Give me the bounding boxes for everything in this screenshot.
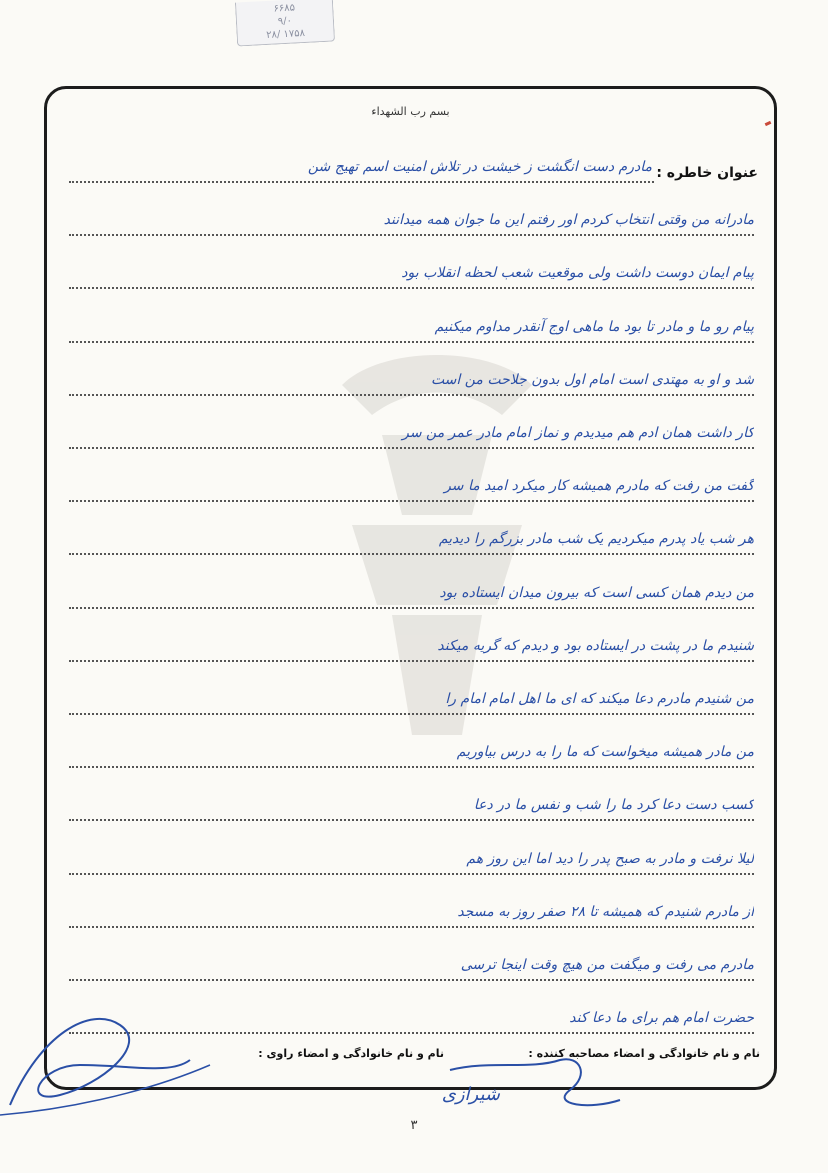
handwritten-line: مادرانه من وقتی انتخاب کردم اور رفتم این ما جوان همه میدانند <box>383 212 754 229</box>
archive-stamp <box>235 0 335 47</box>
dotted-rule <box>69 660 754 662</box>
narrator-sign-label: نام و نام خانوادگی و امضاء راوی : <box>258 1047 444 1060</box>
handwritten-line: من دیدم همان کسی است که بیرون میدان ایستاده بود <box>439 584 754 601</box>
dotted-rule <box>69 181 654 183</box>
basmala-header: بسم رب الشهداء <box>371 105 450 118</box>
handwritten-line: من شنیدم مادرم دعا میکند که ای ما اهل امام امام را <box>445 691 754 707</box>
stamp-line-2: ۹/۰ <box>277 15 293 28</box>
dotted-rule <box>69 926 754 928</box>
handwritten-line: مادرم می رفت و میگفت من هیچ وقت اینجا ترسی <box>460 957 754 973</box>
page-number: ۳ <box>410 1118 418 1133</box>
handwritten-line: پیام ایمان دوست داشت ولی موقعیت شعب لحظه انقلاب بود <box>401 265 754 282</box>
stamp-line-1: ۶۶۸۵ <box>273 2 296 15</box>
dotted-rule <box>69 819 754 821</box>
handwritten-line: از مادرم شنیدم که همیشه تا ۲۸ صفر روز به مسجد <box>457 903 754 920</box>
topic-label: عنوان خاطره : <box>656 165 758 181</box>
handwritten-line: کار داشت همان ادم هم میدیدم و نماز امام مادر عمر من سر <box>402 425 754 441</box>
dotted-rule <box>69 447 754 449</box>
handwritten-line: شنیدم ما در پشت در ایستاده بود و دیدم که گریه میکند <box>437 637 754 654</box>
handwritten-line: مادرم دست انگشت ز خیشت در تلاش امنیت اسم تهیج شن <box>307 159 652 175</box>
dotted-rule <box>69 341 754 343</box>
interviewer-name: شیرازی <box>441 1084 500 1105</box>
handwritten-line: حضرت امام هم برای ما دعا کند <box>569 1010 754 1027</box>
handwritten-line: کسب دست دعا کرد ما را شب و نفس ما در دعا <box>473 797 754 814</box>
dotted-rule <box>69 766 754 768</box>
interviewer-signature <box>440 1040 640 1120</box>
dotted-rule <box>69 873 754 875</box>
handwritten-line: هر شب یاد پدرم میکردیم یک شب مادر بزرگم را دیدیم <box>438 531 754 548</box>
dotted-rule <box>69 234 754 236</box>
interviewer-sign-label: نام و نام خانوادگی و امضاء مصاحبه کننده : <box>528 1047 760 1060</box>
dotted-rule <box>69 713 754 715</box>
dotted-rule <box>69 287 754 289</box>
handwritten-line: گفت من رفت که مادرم همیشه کار میکرد امید ما سر <box>444 478 754 495</box>
dotted-rule <box>69 553 754 555</box>
handwritten-line: پیام رو ما و مادر تا بود ما ماهی اوج آنقدر مداوم میکنیم <box>434 318 754 335</box>
dotted-rule <box>69 607 754 609</box>
handwritten-line: من مادر همیشه میخواست که ما را به درس بیاوریم <box>456 744 754 761</box>
stamp-line-3: ۲۸/ ۱۷۵۸ <box>266 27 306 41</box>
form-frame <box>44 86 777 1090</box>
handwritten-line: لیلا نرفت و مادر به صبح پدر را دید اما این روز هم <box>466 850 754 867</box>
dotted-rule <box>69 394 754 396</box>
dotted-rule <box>69 500 754 502</box>
handwritten-line: شد و او به مهتدی است امام اول بدون جلاحت من است <box>430 371 754 388</box>
narrator-signature <box>0 965 230 1125</box>
